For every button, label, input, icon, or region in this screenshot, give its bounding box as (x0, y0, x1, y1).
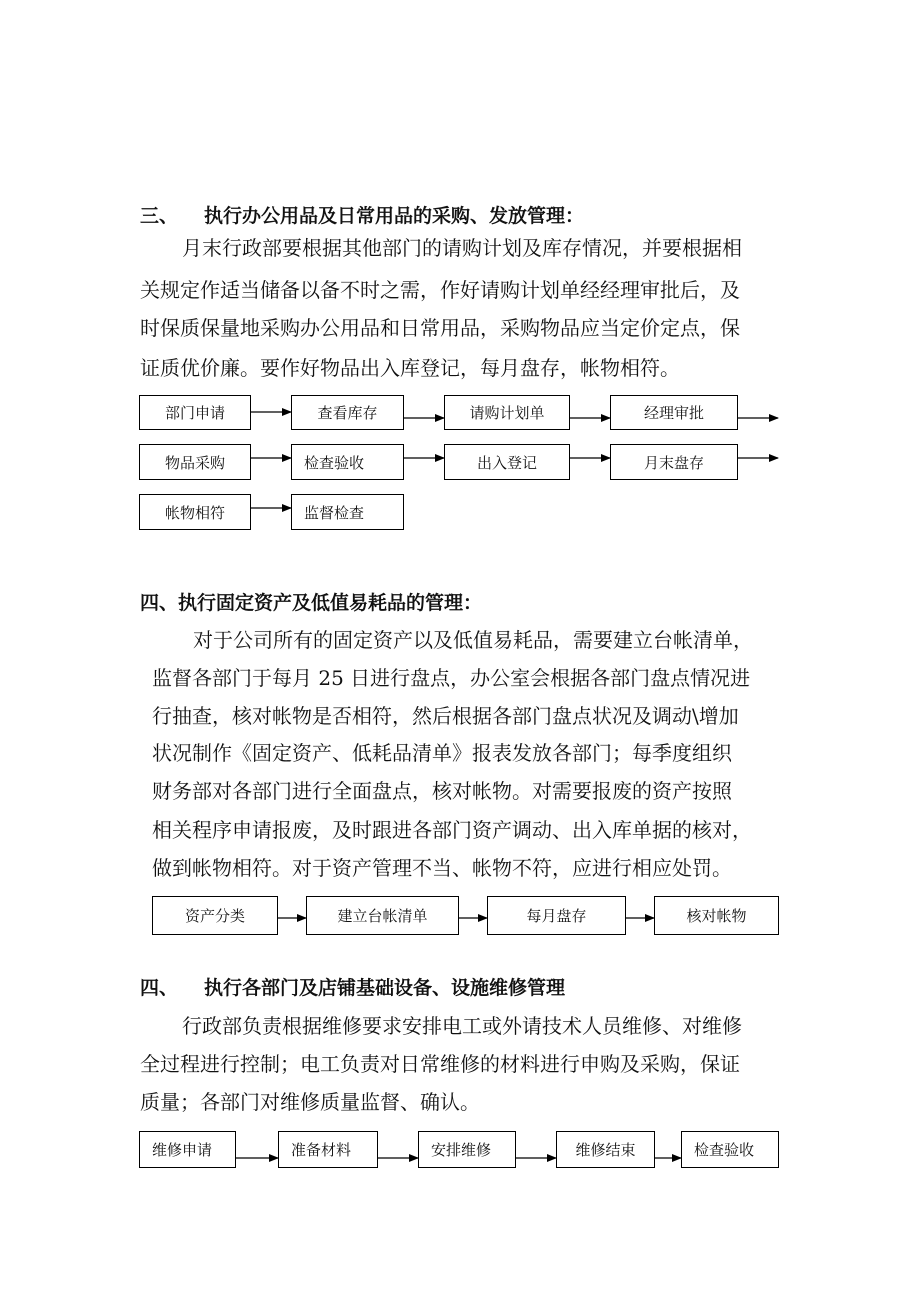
flow-box: 每月盘存 (487, 896, 626, 935)
paragraph-line: 时保质保量地采购办公用品和日常用品，采购物品应当定价定点，保 (140, 316, 740, 340)
section-number: 四、 (140, 592, 179, 614)
flow-box: 维修申请 (139, 1131, 236, 1168)
paragraph-line: 行抽查，核对帐物是否相符，然后根据各部门盘点状况及调动\增加 (152, 704, 739, 728)
flow-box: 维修结束 (556, 1131, 655, 1168)
section-heading-4a (140, 588, 482, 615)
section-title: 执行固定资产及低值易耗品的管理： (178, 592, 483, 614)
paragraph-line: 行政部负责根据维修要求安排电工或外请技术人员维修、对维修 (182, 1014, 742, 1038)
paragraph-line: 做到帐物相符。对于资产管理不当、帐物不符，应进行相应处罚。 (152, 856, 732, 880)
flow-box: 请购计划单 (444, 395, 570, 430)
section-heading-3 (140, 201, 584, 228)
paragraph-line: 状况制作《固定资产、低耗品清单》报表发放各部门；每季度组织 (152, 741, 732, 765)
flow-box: 建立台帐清单 (306, 896, 459, 935)
flow-box: 监督检查 (291, 494, 404, 530)
flow-box: 资产分类 (152, 896, 278, 935)
paragraph-line: 全过程进行控制；电工负责对日常维修的材料进行申购及采购，保证 (140, 1052, 740, 1076)
flow-box: 查看库存 (291, 395, 404, 430)
section-title: 执行各部门及店铺基础设备、设施维修管理 (204, 977, 566, 999)
flow-box: 月末盘存 (610, 444, 738, 480)
flow-box: 帐物相符 (139, 494, 251, 530)
paragraph-line: 相关程序申请报废，及时跟进各部门资产调动、出入库单据的核对， (152, 818, 752, 842)
section-heading-4b (140, 973, 565, 1000)
section-number: 四、 (140, 977, 179, 999)
flow-box: 核对帐物 (654, 896, 779, 935)
section-number: 三、 (140, 205, 179, 227)
flow-box: 物品采购 (139, 444, 251, 480)
flow-box: 检查验收 (291, 444, 404, 480)
flow-box: 出入登记 (444, 444, 570, 480)
paragraph-line: 对于公司所有的固定资产以及低值易耗品，需要建立台帐清单， (193, 628, 753, 652)
paragraph-line: 关规定作适当储备以备不时之需，作好请购计划单经经理审批后，及 (140, 278, 740, 302)
section-title: 执行办公用品及日常用品的采购、发放管理： (204, 205, 585, 227)
flow-box: 经理审批 (610, 395, 738, 430)
flow-box: 部门申请 (139, 395, 251, 430)
flow-box: 检查验收 (681, 1131, 779, 1168)
flow-box: 安排维修 (418, 1131, 516, 1168)
paragraph-line: 证质优价廉。要作好物品出入库登记，每月盘存，帐物相符。 (140, 356, 680, 380)
paragraph-line: 质量；各部门对维修质量监督、确认。 (140, 1090, 480, 1114)
flow-box: 准备材料 (278, 1131, 378, 1168)
paragraph-line: 监督各部门于每月 25 日进行盘点，办公室会根据各部门盘点情况进 (152, 666, 751, 690)
paragraph-line: 财务部对各部门进行全面盘点，核对帐物。对需要报废的资产按照 (152, 779, 732, 803)
paragraph-line: 月末行政部要根据其他部门的请购计划及库存情况，并要根据相 (182, 236, 742, 260)
